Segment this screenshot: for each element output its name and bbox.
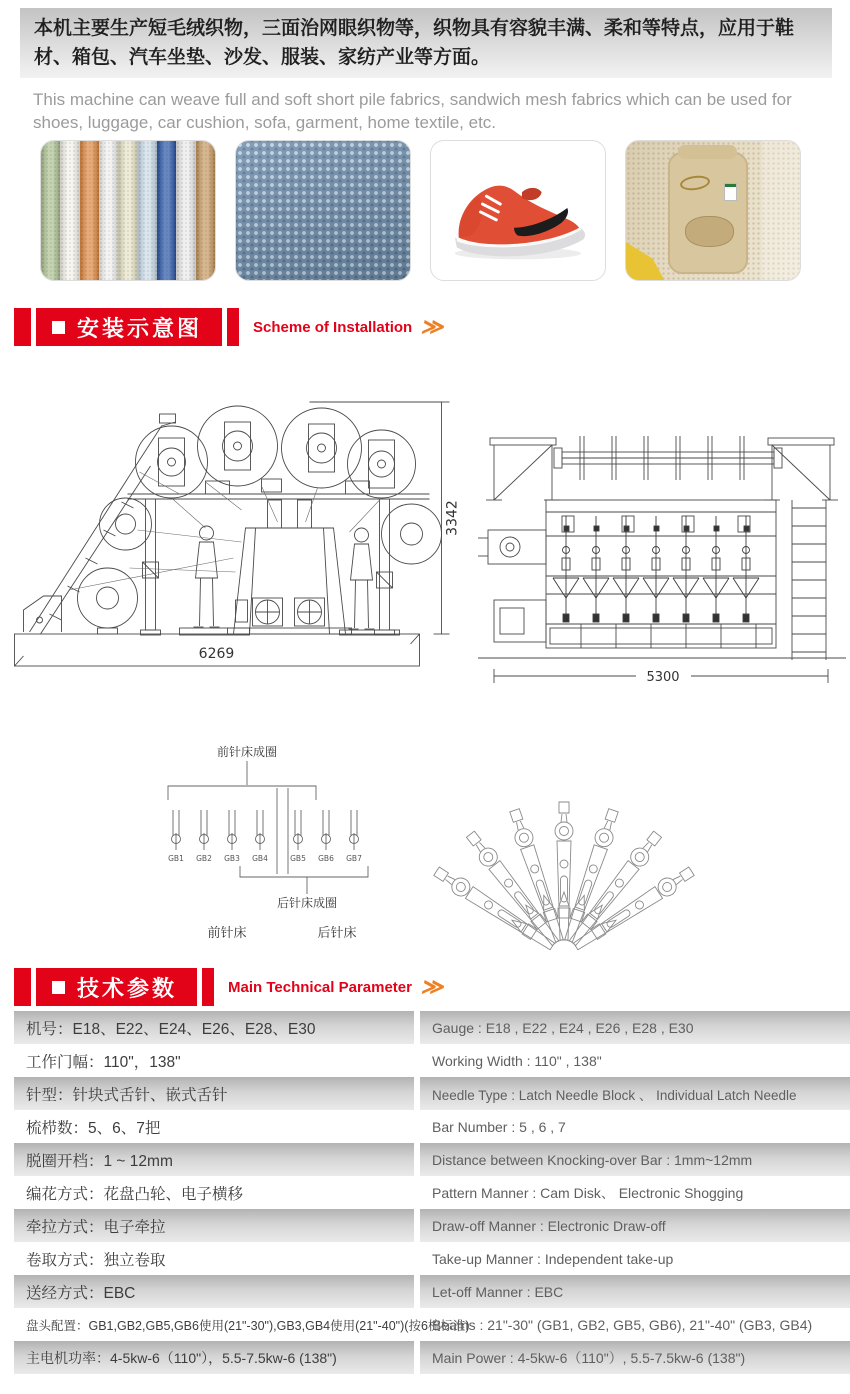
param-row (14, 1011, 414, 1044)
intro-paragraph: This machine can weave full and soft short pile fabrics, sandwich mesh fabrics which can be used for shoes, luggage, car cushion, sofa, garment, home textile, etc. (33, 90, 792, 132)
fabric-rolls-graphic (41, 141, 215, 280)
section-title-box (36, 308, 222, 346)
back-bed-label: 后针床 (317, 926, 357, 941)
needle-arrangement-diagram (130, 740, 420, 952)
product-gallery (40, 140, 850, 281)
photo-mesh-fabric-rolls (40, 140, 216, 281)
param-row (420, 1176, 850, 1209)
guide-bar-label: GB4 (252, 854, 268, 863)
guide-bar-label: GB1 (168, 854, 184, 863)
needle-diagrams (130, 740, 850, 966)
guide-bar-fan-diagram (430, 758, 698, 966)
param-text-en: Draw-off Manner : Electronic Draw-off (432, 1217, 666, 1234)
param-text-cn: 工作门幅：110"，138" (26, 1053, 181, 1071)
intro-banner (20, 8, 832, 78)
section-title-cn: 技术参数 (77, 975, 178, 1001)
red-bar-icon (14, 968, 31, 1006)
square-bullet-icon (52, 321, 65, 334)
param-text-en: Take-up Manner : Independent take-up (432, 1250, 674, 1267)
section-title-cn: 安装示意图 (77, 315, 203, 341)
dimension-label-height: 3342 (444, 500, 461, 536)
photo-sport-shoe (430, 140, 606, 281)
param-text-en: Working Width : 110" , 138" (432, 1052, 602, 1069)
red-bar-icon (202, 968, 214, 1006)
side-view-drawing (476, 408, 848, 688)
param-text-cn: 卷取方式：独立卷取 (26, 1251, 166, 1269)
guide-bar-label: GB3 (224, 854, 240, 863)
param-text-cn: 主电机功率：4-5kw-6（110"），5.5-7.5kw-6 (138") (26, 1349, 337, 1366)
param-row (14, 1110, 414, 1143)
front-view-drawing (8, 382, 466, 687)
dimension-label-width: 6269 (198, 646, 235, 662)
sport-shoe-graphic (431, 141, 605, 280)
param-text-cn: 盘头配置：GB1,GB2,GB5,GB6使用(21"-30"),GB3,GB4使用(21"-40")(按6梳标准) (26, 1318, 470, 1333)
param-text-en: Distance between Knocking-over Bar : 1mm~12mm (432, 1151, 753, 1168)
installation-drawings (8, 382, 850, 688)
guide-bar-label: GB2 (196, 854, 212, 863)
section-title-en: Scheme of Installation (253, 318, 413, 336)
param-row (420, 1341, 850, 1374)
guide-bar-label: GB7 (346, 854, 362, 863)
param-column-cn (14, 1011, 470, 1374)
param-row (420, 1143, 850, 1176)
param-row (14, 1044, 414, 1077)
param-row (420, 1011, 850, 1044)
front-bed-loop-label: 前针床成圈 (216, 745, 278, 759)
red-bar-icon (14, 308, 31, 346)
double-chevron-icon: ≫ (419, 974, 448, 999)
front-bed-label: 前针床 (207, 926, 247, 941)
param-row (14, 1242, 414, 1275)
double-chevron-icon: ≫ (419, 314, 449, 339)
param-text-cn: 脱圈开档：1 ~ 12mm (26, 1152, 173, 1170)
parameters-table (14, 1011, 850, 1374)
section-header-parameters (14, 968, 850, 1006)
param-row (14, 1341, 414, 1374)
intro-banner-text: 本机主要生产短毛绒织物，三面治网眼织物等，织物具有容貌丰满、柔和等特点，应用于鞋材、箱包、汽车坐垫、沙发、服装、家纺产业等方面。 (34, 18, 795, 68)
section-header-installation (14, 308, 850, 346)
photo-car-seat-cushion (625, 140, 801, 281)
param-row (14, 1143, 414, 1176)
param-text-en: Needle Type : Latch Needle Block 、 Individual Latch Needle (432, 1087, 797, 1103)
guide-bar-label: GB5 (290, 854, 306, 863)
guide-bar-label: GB6 (318, 854, 334, 863)
dimension-label-width: 5300 (646, 670, 680, 685)
param-row (420, 1110, 850, 1143)
param-row (420, 1044, 850, 1077)
param-text-cn: 机号：E18、E22、E24、E26、E28、E30 (26, 1020, 316, 1038)
param-row (14, 1077, 414, 1110)
param-text-en: Beams : 21"-30" (GB1, GB2, GB5, GB6), 21"-40" (GB3, GB4) (432, 1316, 813, 1333)
back-bed-loop-label: 后针床成圈 (276, 896, 338, 910)
param-text-cn: 牵拉方式：电子牵拉 (26, 1218, 166, 1236)
param-text-cn: 送经方式：EBC (26, 1284, 136, 1302)
param-row (420, 1275, 850, 1308)
param-row (420, 1242, 850, 1275)
param-text-en: Let-off Manner : EBC (432, 1283, 564, 1300)
section-title-en: Main Technical Parameter (228, 978, 412, 996)
photo-blue-sandwich-mesh (235, 140, 411, 281)
param-row (14, 1209, 414, 1242)
param-text-en: Pattern Manner : Cam Disk、 Electronic Shogging (432, 1184, 744, 1201)
red-bar-icon (227, 308, 239, 346)
section-title-box (36, 968, 197, 1006)
param-text-en: Main Power : 4-5kw-6（110"）, 5.5-7.5kw-6 (138") (432, 1349, 746, 1366)
param-row (420, 1077, 850, 1110)
param-text-cn: 针型：针块式舌针、嵌式舌针 (26, 1086, 228, 1104)
param-row (14, 1308, 470, 1341)
param-row (14, 1176, 414, 1209)
param-row (420, 1308, 850, 1341)
param-column-en (420, 1011, 850, 1374)
param-row (14, 1275, 414, 1308)
square-bullet-icon (52, 981, 65, 994)
param-text-cn: 梳栉数：5、6、7把 (26, 1119, 161, 1137)
param-text-cn: 编花方式：花盘凸轮、电子横移 (26, 1185, 244, 1203)
param-text-en: Bar Number : 5 , 6 , 7 (432, 1118, 566, 1135)
param-text-en: Gauge : E18 , E22 , E24 , E26 , E28 , E30 (432, 1019, 694, 1036)
param-row (420, 1209, 850, 1242)
